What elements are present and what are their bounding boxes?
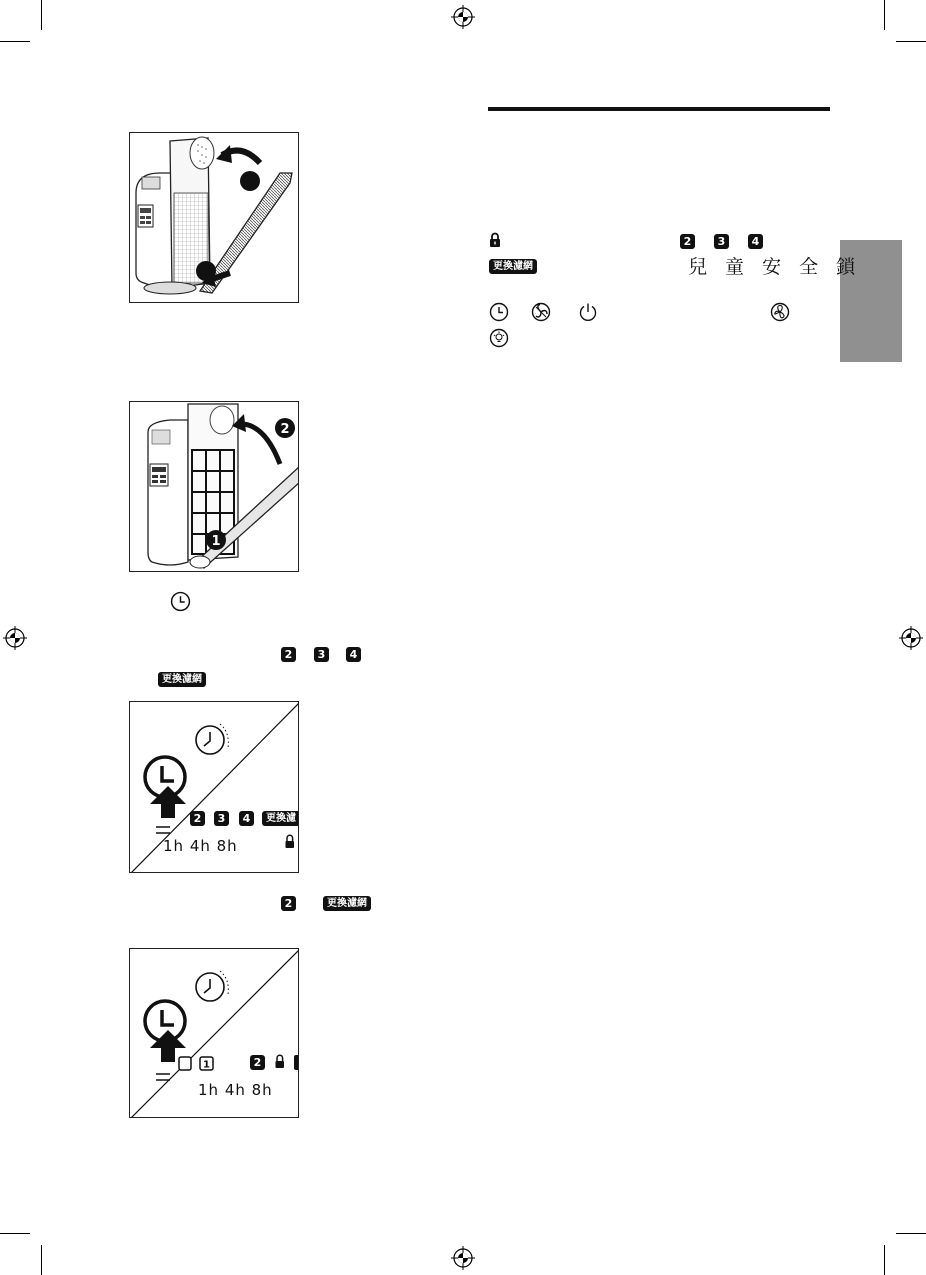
registration-mark-icon xyxy=(3,626,27,650)
crop-mark-tr-h xyxy=(896,41,926,42)
filter-change-badge: 更換濾網 xyxy=(158,672,206,687)
timer-hours: 1h 4h 8h xyxy=(163,837,238,855)
badge-2: 2 xyxy=(250,1055,265,1070)
registration-mark-icon xyxy=(899,626,923,650)
badge-2: 2 xyxy=(190,811,205,826)
outlined-badge-1: 1 xyxy=(203,1059,210,1071)
badge-2: 2 xyxy=(680,234,695,249)
light-icon xyxy=(489,328,509,348)
power-icon xyxy=(578,302,598,322)
crop-mark-br-v xyxy=(884,1245,885,1275)
crop-mark-tl-v xyxy=(41,0,42,30)
crop-mark-br-h xyxy=(896,1233,926,1234)
fan-speed-icon xyxy=(531,302,551,322)
lock-icon xyxy=(489,232,501,247)
child-lock-label: 兒 童 安 全 鎖 xyxy=(688,256,862,278)
figure-timer-panel-a xyxy=(129,701,299,873)
crop-mark-tl-h xyxy=(0,41,30,42)
crop-mark-tr-v xyxy=(884,0,885,30)
badge-3: 3 xyxy=(714,234,729,249)
figure-timer-panel-b xyxy=(129,948,299,1118)
figure-filter-open xyxy=(129,132,299,303)
badge-2: 2 xyxy=(281,647,296,662)
badge-4: 4 xyxy=(748,234,763,249)
registration-mark-icon xyxy=(451,1246,475,1270)
timer-icon xyxy=(489,302,509,322)
badge-4: 4 xyxy=(239,811,254,826)
badge-4: 4 xyxy=(346,647,361,662)
figure-filter-remove xyxy=(129,401,299,572)
timer-hours: 1h 4h 8h xyxy=(198,1081,273,1099)
section-rule xyxy=(488,107,830,111)
badge-3: 3 xyxy=(214,811,229,826)
timer-icon xyxy=(170,591,191,612)
registration-mark-icon xyxy=(451,5,475,29)
filter-change-badge: 更換濾網 xyxy=(489,259,537,274)
crop-mark-bl-v xyxy=(41,1245,42,1275)
figure-step-2: 2 xyxy=(280,422,290,437)
filter-change-badge-cut: 更換濾 xyxy=(262,811,299,826)
figure-step-1: 1 xyxy=(211,534,221,549)
badge-3: 3 xyxy=(314,647,329,662)
filter-change-badge: 更換濾網 xyxy=(323,896,371,911)
crop-mark-bl-h xyxy=(0,1233,30,1234)
fan-icon xyxy=(770,302,790,322)
badge-2: 2 xyxy=(281,896,296,911)
